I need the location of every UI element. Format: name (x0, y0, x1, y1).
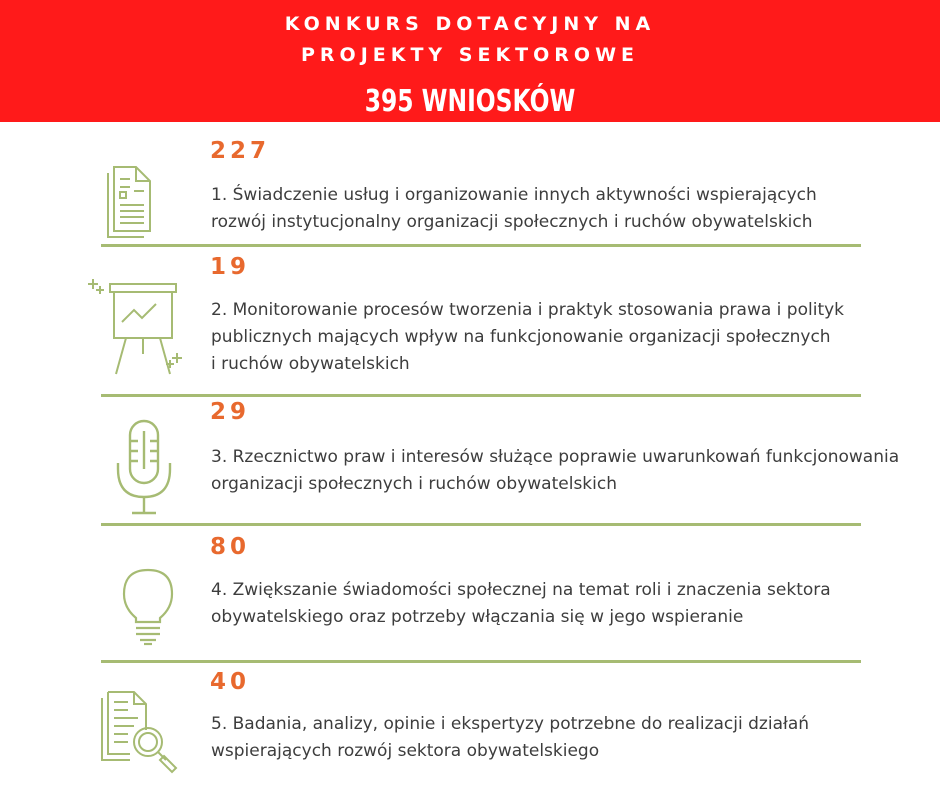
item-2-line-1: 2. Monitorowanie procesów tworzenia i praktyk stosowania prawa i polityk (211, 300, 845, 320)
item-3-description (211, 444, 911, 498)
header-title-line-2: PROJEKTY SEKTOROWE (300, 44, 640, 66)
item-5-line-1: 5. Badania, analizy, opinie i ekspertyzy potrzebne do realizacji działań (211, 714, 810, 734)
item-1-line-2: rozwój instytucjonalny organizacji społecznych i ruchów obywatelskich (211, 212, 813, 232)
header-title-line-1: KONKURS DOTACYJNY NA (284, 13, 656, 35)
item-2-line-2: publicznych mających wpływ na funkcjonowanie organizacji społecznych (211, 327, 831, 347)
divider (101, 244, 861, 247)
microphone-icon (108, 417, 180, 517)
item-5-line-2: wspierających rozwój sektora obywatelskiego (211, 741, 600, 761)
item-4-count: 80 (210, 534, 251, 560)
item-1-description (211, 182, 911, 236)
item-1-count: 227 (210, 138, 271, 164)
total-applications: 395 WNIOSKÓW (364, 84, 576, 119)
presentation-board-icon (86, 278, 190, 378)
item-2-line-3: i ruchów obywatelskich (211, 354, 410, 374)
item-3-count: 29 (210, 399, 251, 425)
divider (101, 394, 861, 397)
item-4-line-2: obywatelskiego oraz potrzeby włączania się w jego wspieranie (211, 607, 744, 627)
item-3-line-2: organizacji społecznych i ruchów obywatelskich (211, 474, 617, 494)
documents-icon (104, 159, 168, 239)
item-1-line-1: 1. Świadczenie usług i organizowanie innych aktywności wspierających (211, 185, 817, 205)
light-bulb-icon (120, 566, 176, 650)
item-2-count: 19 (210, 254, 251, 280)
item-5-count: 40 (210, 669, 251, 695)
item-2-description (211, 297, 911, 378)
item-4-line-1: 4. Zwiększanie świadomości społecznej na temat roli i znaczenia sektora (211, 580, 831, 600)
item-3-line-1: 3. Rzecznictwo praw i interesów służące poprawie uwarunkowań funkcjonowania (211, 447, 900, 467)
divider (101, 523, 861, 526)
divider (101, 660, 861, 663)
header-banner (0, 0, 940, 122)
item-5-description (211, 711, 911, 765)
document-search-icon (100, 690, 184, 776)
item-4-description (211, 577, 911, 631)
